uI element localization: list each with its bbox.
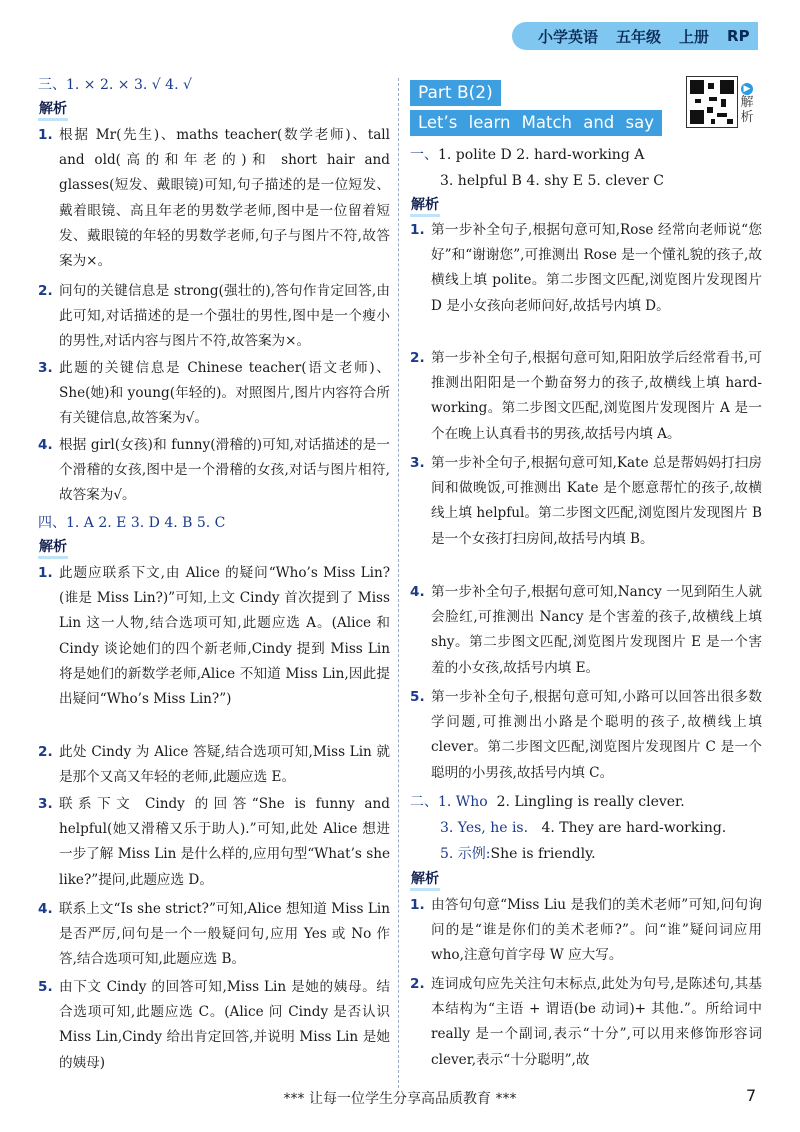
analysis-item: 4. 第一步补全句子,根据句意可知,Nancy 一见到陌生人就会脸红,可推测出 Nancy 是个害羞的孩子,故横线上填 shy。第二步图文匹配,浏览图片发现图片 E 是一个害羞的小女孩,故括号内填 E。 <box>410 584 762 676</box>
analysis-item: 4. 根据 girl(女孩)和 funny(滑稽的)可知,对话描述的是一个滑稽的女孩,图中是一个滑稽的女孩,对话与图片相符,故答案为√。 <box>38 437 390 504</box>
section-3-answers: 三、1. × 2. × 3. √ 4. √ <box>38 77 192 93</box>
qr-code[interactable] <box>686 76 738 128</box>
analysis-item: 3. 此题的关键信息是 Chinese teacher(语文老师)、She(她)和 young(年轻的)。对照图片,图片内容符合所有关键信息,故答案为√。 <box>38 360 390 427</box>
analysis-item: 1. 第一步补全句子,根据句意可知,Rose 经常向老师说“您好”和“谢谢您”,可推测出 Rose 是一个懂礼貌的孩子,故横线上填 polite。第二步图文匹配,浏览图片发现图片 D 是小女孩向老师问好,故括号内填 D。 <box>410 222 762 314</box>
analysis-label: 解析 <box>410 196 440 217</box>
analysis-label: 解析 <box>410 870 440 891</box>
header-volume: 上册 <box>679 27 710 46</box>
analysis-item: 2. 连词成句应先关注句末标点,此处为句号,是陈述句,其基本结构为“主语 + 谓语(be 动词)+ 其他.”。所给词中 really 是一个副词,表示“十分”,可以用来修饰形容词 clever,表示“十分聪明”,故 <box>410 976 762 1068</box>
analysis-item: 1. 此题应联系下文,由 Alice 的疑问“Who’s Miss Lin?(谁是 Miss Lin?)”可知,上文 Cindy 首次提到了 Miss Lin 这一人物,结合选项可知,此题应选 A。(Alice 和 Cindy 谈论她们的四个新老师,Cindy 提到 Miss Lin 将是她们的新数学老师,Alice 不知道 Miss Lin,因此提出疑问“Who’s Miss Lin?”) <box>38 565 390 708</box>
header-subject: 小学英语 <box>538 27 599 46</box>
lesson-title: Let’s learn Match and say <box>410 110 662 136</box>
analysis-label: 解析 <box>38 100 68 121</box>
header-grade: 五年级 <box>616 27 662 46</box>
analysis-label: 解析 <box>38 538 68 559</box>
part-title: Part B(2) <box>410 80 501 106</box>
page-number: 7 <box>746 1086 757 1105</box>
analysis-item: 4. 联系上文“Is she strict?”可知,Alice 想知道 Miss Lin 是否严厉,问句是一个一般疑问句,应用 Yes 或 No 作答,结合选项可知,此题应选 B。 <box>38 901 390 968</box>
analysis-item: 3. 联系下文 Cindy 的回答“She is funny and helpful(她又滑稽又乐于助人).”可知,此处 Alice 想进一步了解 Miss Lin 是什么样的,应用句型“What’s she like?”提问,此题应选 D。 <box>38 796 390 888</box>
header-edition: RP <box>727 27 750 45</box>
analysis-item: 2. 问句的关键信息是 strong(强壮的),答句作肯定回答,由此可知,对话描述的是一个强壮的男性,图中是一个瘦小的男性,对话内容与图片不符,故答案为×。 <box>38 283 390 350</box>
analysis-item: 1. 由答句句意“Miss Liu 是我们的美术老师”可知,问句询问的是“谁是你们的美术老师?”。问“谁”疑问词应用 who,注意句首字母 W 应大写。 <box>410 897 762 964</box>
analysis-item: 2. 第一步补全句子,根据句意可知,阳阳放学后经常看书,可推测出阳阳是一个勤奋努力的孩子,故横线上填 hard-working。第二步图文匹配,浏览图片发现图片 A 是一个在晚上认真看书的男孩,故括号内填 A。 <box>410 350 762 442</box>
section-1-answers-line2: 3. helpful B 4. shy E 5. clever C <box>440 173 664 189</box>
section-4-answers: 四、1. A 2. E 3. D 4. B 5. C <box>38 515 226 531</box>
qr-label: ▶ 解析 <box>740 84 754 125</box>
book-header <box>512 22 758 50</box>
section-2-answers-line2: 3. Yes, he is. 4. They are hard-working. <box>440 820 727 836</box>
analysis-item: 5. 由下文 Cindy 的回答可知,Miss Lin 是她的姨母。结合选项可知,此题应选 C。(Alice 问 Cindy 是否认识 Miss Lin,Cindy 给出肯定回答,并说明 Miss Lin 是她的姨母) <box>38 979 390 1071</box>
column-divider <box>398 78 399 1088</box>
analysis-item: 3. 第一步补全句子,根据句意可知,Kate 总是帮妈妈打扫房间和做晚饭,可推测出 Kate 是个愿意帮忙的孩子,故横线上填 helpful。第二步图文匹配,浏览图片发现图片 B 是一个女孩打扫房间,故括号内填 B。 <box>410 455 762 547</box>
analysis-item: 5. 第一步补全句子,根据句意可知,小路可以回答出很多数学问题,可推测出小路是个聪明的孩子,故横线上填 clever。第二步图文匹配,浏览图片发现图片 C 是一个聪明的小男孩,故括号内填 C。 <box>410 689 762 781</box>
analysis-item: 1. 根据 Mr(先生)、maths teacher(数学老师)、tall and old(高的和年老的)和 short hair and glasses(短发、戴眼镜)可知,句子描述的是一位短发、戴着眼镜、高且年老的男数学老师,图中是一位留着短发、戴眼镜的年轻的男数学老师,句子与图片不符,故答案为×。 <box>38 127 390 270</box>
footer-slogan: *** 让每一位学生分享高品质教育 *** <box>283 1091 517 1107</box>
section-2-answers: 二、1. Who 2. Lingling is really clever. <box>410 794 685 810</box>
play-icon: ▶ <box>741 83 753 95</box>
section-2-answers-line3: 5. 示例:She is friendly. <box>440 846 596 862</box>
analysis-item: 2. 此处 Cindy 为 Alice 答疑,结合选项可知,Miss Lin 就是那个又高又年轻的老师,此题应选 E。 <box>38 744 390 786</box>
section-1-answers: 一、1. polite D 2. hard-working A <box>410 147 645 163</box>
